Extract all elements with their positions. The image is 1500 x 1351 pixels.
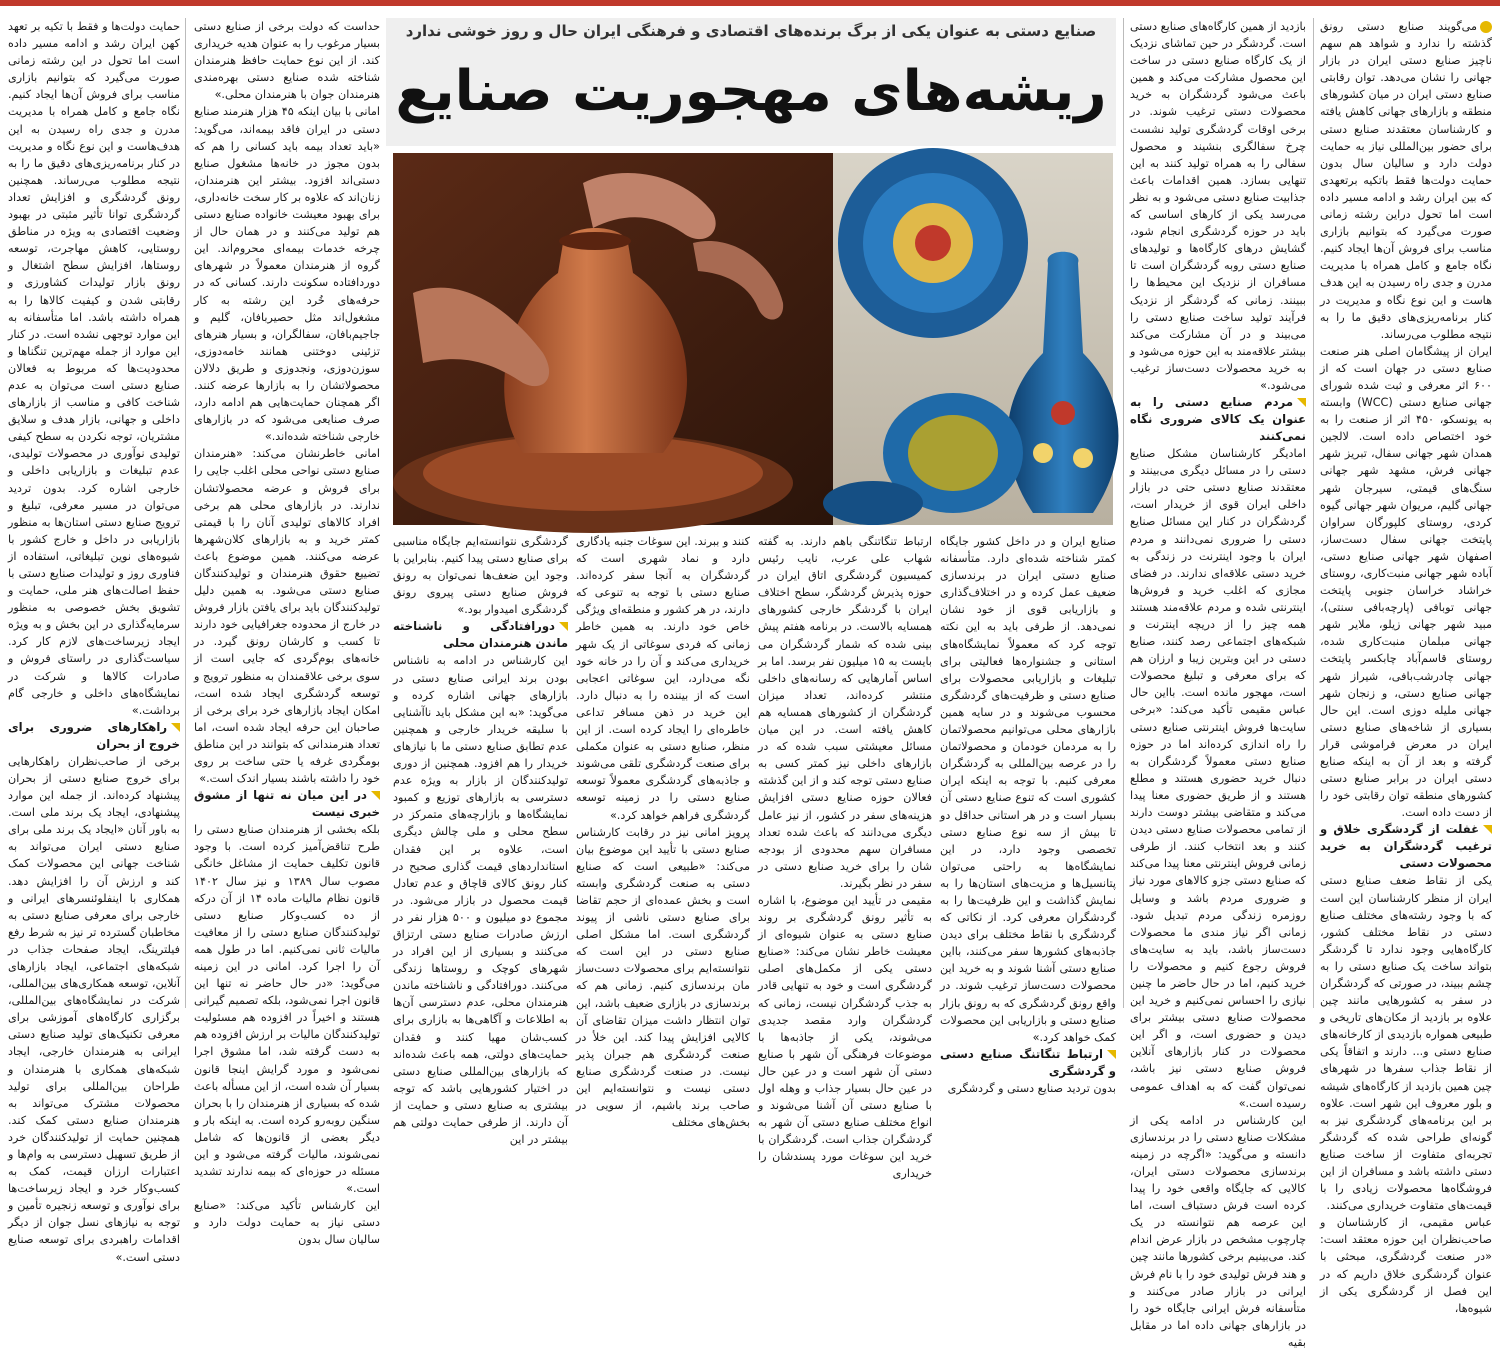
paragraph: صنایع ایران و در داخل کشور جایگاه کمتر شناخته شده‌ای دارد. متأسفانه صنایع دستی ایران در برندسازی ضعیف عمل کرده و در اختلاف‌گذاری و بازاریابی قوی از خود نشان نمی‌دهد. از طرفی باید به این نکته توجه کرد که معمولاً نمایشگاه‌های استانی و جشنواره‌ها فعالیتی برای تبلیغات و بازاریابی محصولات برای صنایع دستی و ظرفیت‌های گردشگری محسوب می‌شوند و در سایه همین بازارهای محلی می‌توانیم محصولاتمان را به مردمان خودمان و محصولاتمان را در عرصه بین‌المللی به گردشگران معرفی کنیم. با توجه به اینکه ایران کشوری است که تنوع صنایع دستی آن بسیار است و در هر استانی حداقل دو تا بیش از سه نوع صنایع دستی تخصصی وجود دارد، در این نمایشگاه‌ها به راحتی می‌توان پتانسیل‌ها و مزیت‌های استان‌ها را به نمایش گذاشت و این ظرفیت‌ها را به گردشگران معرفی کرد. از نکاتی که گردشگری با نقاط مختلف برای دیدن جاذبه‌های کشورها سفر می‌کنند، بااین صنایع دستی آشنا شوند و به خرید این محصولات دست‌ساز ترغیب شوند. در واقع رونق گردشگری که به رونق بازار صنایع دستی و بازاریابی این محصولات کمک خواهد کرد.»	[940, 535, 1116, 1044]
subheading: دورافتادگی و ناشناخته ماندن هنرمندان محلی	[393, 619, 568, 651]
article-photo	[393, 153, 1113, 525]
top-color-bar	[0, 0, 1500, 6]
paragraph: گردشگری نتوانسته‌ایم جایگاه مناسبی برای صنایع دستی پیدا کنیم. بنابراین با وجود این ضعف‌ها نمی‌توان به رونق فروش صنایع دستی پیروی رونق گردشگری امیدوار بود.»	[393, 535, 568, 617]
newspaper-logo-icon	[1480, 21, 1492, 33]
column-divider	[1313, 18, 1314, 1008]
paragraph: می‌گویند صنایع دستی رونق گذشته را ندارد و شواهد هم سهم ناچیز صنایع دستی ایران در بازار جهانی را نشان می‌دهد. توان رقابتی صنایع دستی ایران در میان کشورهای منطقه و بازارهای جهانی کاهش یافته و کارشناسان معتقدند صنایع دستی برای حضور بین‌المللی نیاز به حمایت دولت دارد و سالیان سال بدون حمایت دولت‌ها فقط باتکیه برتعهدی که بین ایران رشد و ادامه مسیر داده است اما تحول دراین رشته زمانی صورت می‌گیرد که بتوانیم بازاری مناسب برای فروش آن‌ها ایجاد کنیم. نگاه جامع و کامل همراه با مدیریت مدرن و جدی راه رسیدن به این هدف هاست و این نوع نگاه و مدیریت در کنار برنامه‌ریزی‌های دقیق ما را به نتیجه مطلوب می‌رساند.	[1320, 20, 1492, 341]
paragraph: حمایت دولت‌ها و فقط با تکیه بر تعهد کهن ایران رشد و ادامه مسیر داده است اما تحول در این رشته زمانی صورت می‌گیرد که بتوانیم بازاری مناسب برای فروش آن‌ها ایجاد کنیم. نگاه جامع و کامل همراه با مدیریت مدرن و جدی راه رسیدن به این هدف‌هاست و این نوع نگاه و مدیریت در کنار برنامه‌ریزی‌های دقیق ما را به نتیجه مطلوب می‌رساند. همچنین رونق گردشگری و افزایش تعداد گردشگری توانا تأثیر مثبتی در بهبود وضعیت اقتصادی به ویژه در مناطق روستایی، کاهش مهاجرت، توسعه روستاها، افزایش سطح اشتغال و رونق بازار تولیدات کشاورزی و رقابتی شدن و کیفیت کالاها را به همراه داشته باشد. اما متأسفانه به این موارد توجهی نشده است. در کنار این موارد از جمله مهم‌ترین تنگناها و محدودیت‌ها که مربوط به فعالان صنایع دستی است می‌توان به عدم شناخت کافی و مناسب از بازارهای داخلی و جهانی، بازار هدف و سلایق مشتریان، توجه نکردن به سطح کیفی تولیدی نوآوری در محصولات تولیدی، عدم تبلیغات و بازاریابی داخلی و خارجی اشاره کرد. بدون تردید می‌توان در مسیر معرفی، تبلیغ و ترویج صنایع دستی استان‌ها به منظور بازاریابی در داخل و خارج کشور با شیوه‌های نوین تبلیغاتی، استفاده از فناوری روز و تولیدات صنایع دستی با حفظ اصالت‌های هنر ملی، حمایت و تشویق بخش خصوصی به منظور سرمایه‌گذاری در این بخش و به ویژه ایجاد زیرساخت‌های لازم کار کرد. سیاست‌گذاری در راستای فروش و صادرات کالاها و شرکت در نمایشگاه‌های داخلی و خارجی گام برداشت.»	[8, 20, 180, 717]
paragraph: یکی از نقاط ضعف صنایع دستی ایران از منظر کارشناسان این است که با وجود رشته‌های مختلف صنایع دستی در نقاط مختلف کشور، کارگاه‌هایی وجود ندارد تا گردشگر بتواند ساخت یک صنایع دستی را به چشم ببیند، در صورتی که گردشگران در سفر به کشورهایی مانند چین علاوه بر بازدید از مکان‌های تاریخی و طبیعی همواره بازدیدی از کارخانه‌های صنایع دستی و... دارند و اتفاقاً یکی از نقاط جذاب سفرها در شهرهای چین همین بازدید از کارگاه‌های شیشه و بلور معروف این شهر است. علاوه بر این برنامه‌های گردشگری نیز به گونه‌ای طراحی شده که گردشگر تجربه‌ای متفاوت از ساخت صنایع دستی داشته باشد و مسافران از این فروشگاه‌ها محصولات زیادی را با قیمت‌های متفاوت خریداری می‌کنند.	[1320, 874, 1492, 1213]
paragraph: ایران از پیشگامان اصلی هنر صنعت صنایع دستی در جهان است که از ۶۰۰ اثر معرفی و ثبت شده شورای جهانی صنایع دستی (WCC) وابسته به یونسکو، ۴۵۰ اثر از صنعت را به خود اختصاص داده است. لالجین همدان شهر جهانی سفال، تبریز شهر جهانی فرش، مشهد شهر جهانی سنگ‌های قیمتی، سیرجان شهر جهانی گلیم، مریوان شهر جهانی گیوه کردی، روستای کلپورگان سراوان پایتخت جهانی سفال دست‌ساز، اصفهان شهر جهانی صنایع دستی، آباده شهر جهانی منبت‌کاری، روستای خراشاد خراسان جنوبی پایتخت جهانی توبافی (پارچه‌بافی سنتی)، مبید شهر جهانی زیلو، ملایر شهر جهانی مبلمان منبت‌کاری شده، روستای قاسم‌آباد چابکسر پایتخت جهانی چادرشب‌بافی، شیراز شهر جهانی صنایع دستی، و زنجان شهر جهانی ملیله دوزی است. این حال بسیاری از شاخه‌های صنایع دستی ایران در معرض فراموشی قرار گرفته و بعد از آن به اینکه صنایع دستی ایران در برابر صنایع دستی کشورهای منطقه توان رقابتی خود را از دست داده است.	[1320, 344, 1493, 820]
paragraph: این کارشناس تأکید می‌کند: «صنایع دستی نیاز به حمایت دولت دارد و سالیان سال بدون	[194, 1199, 380, 1247]
article-column-6	[393, 533, 568, 1147]
article-column-4	[758, 533, 932, 1181]
paragraph: برخی از صاحب‌نظران راهکارهایی برای خروج صنایع دستی از بحران پیشنهاد کرده‌اند. از جمله این موارد پیشنهادی، ایجاد یک برند ملی است. به باور آنان «ایجاد یک برند ملی برای صنایع دستی ایران می‌تواند به شناخت جهانی این محصولات کمک کند و ارزش آن را افزایش دهد. همکاری با اینفلوئنسرهای ایرانی و خارجی برای معرفی صنایع دستی به مخاطبان گسترده تر نیز به شرط رفع فیلترینگ، ایجاد صفحات جذاب در شبکه‌های اجتماعی، ایجاد بازارهای آنلاین، توسعه همکاری‌های بین‌المللی، شرکت در نمایشگاه‌های بین‌المللی، برگزاری کارگاه‌های آموزشی برای معرفی تکنیک‌های تولید صنایع دستی ایرانی به هنرمندان خارجی، ایجاد شبکه‌های همکاری با هنرمندان و طراحان بین‌المللی برای تولید محصولات مشترک می‌تواند به هنرمندان صنایع دستی کمک کند. همچنین حمایت از تولیدکنندگان خرد از طریق تسهیل دسترسی به وام‌ها و اعتبارات ارزان قیمت، کمک به کسب‌وکار خرد و ایجاد زیرساخت‌ها برای نوآوری و توسعه زنجیره تأمین و توجه به نیازهای نسل جوان از دیگر اقدامات راهبردی برای توسعه صنایع دستی است.»	[8, 754, 180, 1264]
subheading-marker-icon	[171, 723, 180, 732]
paragraph: امانی خاطرنشان می‌کند: «هنرمندان صنایع دستی نواحی محلی اغلب جایی را برای فروش و عرضه محصولاتشان ندارند. در بازارهای محلی هم برخی افراد کالاهای تولیدی آنان را با قیمتی کمتر خرید و به بازارهای کلان‌شهرها عرضه می‌کنند. همین موضوع باعث تضییع حقوق هنرمندان و تولیدکنندگان صنایع دستی می‌شود. به همین دلیل تولیدکنندگان باید برای یافتن بازار فروش در خارج از محدوده جغرافیایی خود دارند تا کسب و کارشان رونق گیرد. در خانه‌های بوم‌گردی که جایی است از سوی برخی علاقمندان به منظور ترویج و توسعه گردشگری ایجاد شده است، امکان ایجاد بازارهای خرد برای برخی از صاحبان این حرفه ایجاد شده است، اما تعداد هنرمندانی که بتوانند در این مناطق بومگردی غرفه یا حتی ساخت بر روی خود را داشته باشند بسیار اندک است.»	[194, 447, 380, 786]
paragraph: بلکه بخشی از هنرمندان صنایع دستی را طرح تناقض‌آمیز کرده است. با وجود قانون تکلیف حمایت از مشاغل خانگی مصوب سال ۱۳۸۹ و نیز سال ۱۴۰۲ قانون نظام مالیات ماده ۱۴ از آن درکه از ده کسب‌وکار صنایع دستی تولیدکنندگان صنایع دستی را از معافیت مالیات ثانی نمی‌کنیم. اما در طول همه آن را اجرا کرد. امانی در این زمینه می‌گوید: «در حال حاضر نه تنها این قانون اجرا نمی‌شود، بلکه تصمیم گیرانی هستند و اخیراً در افزوده هم مسئولیت تولیدکنندگان مالیات بر ارزش افزوده هم به دست گرفته شد، اما مشوق اجرا نمی‌شود و مورد گرایش اینجا قانون بسیار آن شده است، از این مسأله باعث شده که بسیاری از هنرمندان را با بحران سنگین روبه‌رو کرده است. به اینکه بار و دیگر بعضی از قانون‌ها که شامل نمی‌شوند، مالیات گرفته می‌شود و این مسئله در حوزه‌ای که بیمه ندارند تشدید است.»	[194, 823, 381, 1196]
paragraph: امادیگر کارشناسان مشکل صنایع دستی را در مسائل دیگری می‌بینند و معتقدند صنایع دستی حتی در بازار داخلی ایران قوی از خریدار است، گردشگران در کنار این مسائل صنایع دستی را ضروری نمی‌دانند و مردم ایران با وجود اینترنت در زندگی به خرید دستی علاقه‌ای ندارند. در فضای مجازی که اغلب خرید و فروش‌ها اینترنتی شده و مردم علاقه‌مند هستند همه چیز را از دریچه اینترنت و شبکه‌های اجتماعی رصد کنند، صنایع دستی در این وبترین زیبا و ارزان هم که برای معرفی و تبلیغ محصولات است، مهجور مانده است. بااین حال عباس مقیمی تأکید می‌کند: «برخی سایت‌ها فروش اینترنتی صنایع دستی را راه اندازی کرده‌اند اما در حوزه صنایع دستی معمولاً گردشگران به دنبال خرید حضوری هستند و مطلع هستند و از طریق حضوری معنا پیدا می‌کند و متقاضی بیشتر دوست دارند از تمامی محصولات صنایع دستی دیدن کنند و بعد انتخاب کنند. از طرفی زمانی فروش اینترنتی معنا پیدا می‌کند که صنایع دستی جزو کالاهای مورد نیاز و ضروری مردم باشد و وسایل روزمره زندگی مردم تبدیل شود. زمانی اگر نیاز مندی ما محصولات دست‌ساز باشد، باید به سایت‌های فروش رجوع کنیم و محصولات را خرید کنیم، اما در حال حاضر ما چنین نیازی را احساس نمی‌کنیم و خرید این محصولات صنایع دستی بیشتر برای دیدن و حضوری است، و اگر این محصولات در کنار بازارهای آنلاین فروش صنایع دستی نیز باشد، نمی‌توان گفت که به اهداف عمومی رسیده است.»	[1130, 447, 1306, 1110]
article-column-2	[1130, 18, 1306, 1349]
paragraph: امانی با بیان اینکه ۴۵ هزار هنرمند صنایع دستی در ایران فاقد بیمه‌اند، می‌گوید: «باید تعداد بیمه باید کسانی را هم که بدون مجوز در خانه‌ها مشغول صنایع دستی‌اند افزود. بیشتر این هنرمندان، زنان‌اند که علاوه بر کار سخت خانه‌داری، برای بهبود معیشت خانواده صنایع دستی هم تولید می‌کنند و در همان حال از چرخه خدمات بیمه‌ای محروم‌اند. این گروه از هنرمندان معمولاً در شهرهای دوردافتاده سکونت دارند. کسانی که در حرفه‌های خُرد این رشته به کار مشغول‌اند مثل حصیربافان، گلیم و جاجیم‌بافان، سفالگران، و بسیار هنرهای تزئینی دوختنی همانند خامه‌دوزی، سوزن‌دوزی، ونجدوزی و طریق دلالان محصولاتشان را به بازارها عرضه کنند. اگر همچنان حمایت‌هایی هم ادامه دارد، صرف صنایعی می‌شود که در بازارهای خارجی شناخته شده‌اند.»	[194, 105, 380, 444]
subheading-marker-icon	[1107, 1050, 1116, 1059]
subheading: ارتباط تنگاتنگ صنایع دستی و گردشگری	[940, 1046, 1116, 1078]
subheading-marker-icon	[371, 791, 380, 800]
paragraph: حداست که دولت برخی از صنایع دستی بسیار مرغوب را به عنوان هدیه خریداری کند. از این نوع حمایت حافظ هنرمندان شناخته شده صنایع دستی بهره‌مندی هنرمندان جوان با هنرمندان محلی.»	[194, 20, 380, 102]
article-column-5	[576, 533, 750, 1130]
paragraph: بازدید از همین کارگاه‌های صنایع دستی است. گردشگر در حین تماشای نزدیک از یک کارگاه صنایع دستی در ساخت این محصول مشارکت می‌کند و همین باعث می‌شود گردشگران به خرید محصولات دستی ترغیب شوند. در برخی اوقات گردشگری تولید نشست چرخ سفالگری بنشیند و محصول سفالی را به همراه تولید کنند به این تنهایی بسازد. همین اقدامات باعث جذابیت صنایع دستی می‌شود و به نظر می‌رسد یکی از کارهای اساسی که باید در حوزه گردشگری انجام شود، گشایش درهای کارگاه‌ها و تولیدهای صنایع دستی روبه گردشگران است تا مسافران از نزدیک این محیط‌ها را ببینند. زمانی که گردشگر از نزدیک فرآیند تولید ساخت صنایع دستی را می‌بیند و در آن مشارکت می‌کند بیشتر علاقه‌مند به این حوزه می‌شود و به خرید محصولات دست‌ساز ترغیب می‌شود.»	[1130, 20, 1306, 392]
subheading-marker-icon	[1483, 825, 1492, 834]
kicker: صنایع دستی به عنوان یکی از برگ برنده‌های اقتصادی و فرهنگی ایران حال و روز خوشی ندارد	[405, 22, 1097, 40]
headline: ریشه‌های مهجوریت صنایع	[395, 59, 1107, 124]
subheading-marker-icon	[559, 622, 568, 631]
column-divider	[185, 18, 186, 1008]
article-column-3	[940, 533, 1116, 1095]
subheading: در این میان نه تنها از مشوق خبری نیست	[194, 788, 380, 820]
paragraph: عباس مقیمی، از کارشناسان و صاحب‌نظران این حوزه معتقد است: «در صنعت گردشگری، مبحثی با عنوان گردشگری خلاق داریم که در این فصل از گردشگری یکی از شیوه‌ها،	[1320, 1216, 1492, 1315]
pottery-wheel-image	[393, 153, 833, 533]
article-column-8	[8, 18, 180, 1264]
column-divider	[1123, 18, 1124, 1008]
headline-box	[386, 18, 1116, 146]
enamel-vases-image	[823, 148, 1118, 525]
paragraph: بدون تردید صنایع دستی و گردشگری	[947, 1081, 1116, 1095]
subheading: مردم صنایع دستی را به عنوان یک کالای ضروری نگاه نمی‌کنند	[1130, 395, 1306, 444]
subheading: غفلت از گردشگری خلاق و ترغیب گردشگران به خرید محصولات دستی	[1320, 822, 1492, 871]
paragraph: کنند و ببرند. این سوغات جنبه یادگاری دارد و نماد شهری است که گردشگران به آنجا سفر کرده‌اند. صنایع دستی با توجه به تنوعی که دارند، در هر کشور و منطقه‌ای ویژگی خاص خود دارند. به همین خاطر زمانی که فردی سوغاتی از یک شهر خریداری می‌کند و آن را در خانه خود نگه می‌دارد، این سوغاتی اعجابی است که از بیننده را به دنبال دارد. این خرید در ذهن مسافر تداعی خاطره‌ای را ایجاد کرده است. از این منظر، صنایع دستی به عنوان مکملی برای صنعت گردشگری تلقی می‌شوند و جاذبه‌های گردشگری معمولاً توسعه صنایع دستی را در زمینه توسعه گردشگری فراهم خواهد کرد.»	[576, 535, 750, 822]
paragraph: مقیمی در تأیید این موضوع، با اشاره به تأثیر رونق گردشگری بر روند صنایع دستی به عنوان شیوه‌ای از معیشت خاطر نشان می‌کند: «صنایع دستی یکی از مکمل‌های اصلی گردشگری است و خود به تنهایی قادر به جذب گردشگران نیست، زمانی که گردشگران وارد مقصد جدیدی می‌شوند، یکی از جاذبه‌ها با موضوعات فرهنگی آن شهر با صنایع دستی آن شهر است و در عین حال در عین حال بسیار جذاب و وهله اول با صنایع دستی آن آشنا می‌شوند و انواع مختلف صنایع دستی آن شهر به گردشگران جذاب است. گردشگران با خرید این سوغات مورد پسندشان را خریداری	[758, 893, 932, 1181]
paragraph: این کارشناس در ادامه به ناشناس بودن برند ایرانی صنایع دستی در بازارهای جهانی اشاره کرده و می‌گوید: «به این مشکل باید ناآشنایی با سلیقه خریدار خارجی و همچنین عدم تطابق صنایع دستی ما با نیازهای خریدار را هم افزود. همچنین از دوری تولیدکنندگان از بازار به ویژه عدم دسترسی به بازارهای توزیع و کمبود نمایشگاه‌ها و بازارچه‌های متمرکز در سطح محلی و ملی چالش دیگری است، علاوه بر این فقدان استانداردهای قیمت گذاری صحیح در کنار رونق کالای قاچاق و عدم تعادل قیمت محصول در بازار می‌شود. در مجموع دو میلیون و ۵۰۰ هزار نفر در ارزش صادرات صنایع دستی ارتزاق می‌کنند و بسیاری از این افراد در شهرهای کوچک و روستاها زندگی می‌کنند. دورافتادگی و ناشناخته ماندن هنرمندان محلی، عدم دسترسی آن‌ها به اطلاعات و آگاهی‌ها به بازاری برای کسب‌شان مهیا کنند و فقدان حمایت‌های دولتی، همه باعث شده‌اند که بازارهای بین‌المللی صنایع دستی در اختیار کشورهایی باشد که توجه بیشتری به صنایع دستی و حمایت از آن دارند. از طرفی حمایت دولتی هم بیشتر در این	[393, 654, 568, 1147]
subheading-marker-icon	[1297, 398, 1306, 407]
subheading: راهکارهای ضروری برای خروج از بحران	[8, 719, 180, 751]
article-column-1	[1320, 18, 1493, 1315]
paragraph: پرویز امانی نیز در رقابت کارشناس صنایع دستی با تأیید این موضوع بیان می‌کند: «طبیعی است که صنایع دستی به صنعت گردشگری وابسته است و بخش عمده‌ای از حجم تقاضا برای صنایع دستی ناشی از پیوند گردشگری است. اما مشکل اصلی صنایع دستی در این است که نتوانسته‌ایم برای محصولات دست‌ساز مان برندسازی کنیم. زمانی هم که برندسازی در بازاری ضعیف باشد، این توان انتظار داشت میزان تقاضای آن کالایی افزایش پیدا کند. این خلأ در صنعت گردشگری هم جبران پذیر نیست. در صنعت گردشگری صنایع دستی نیست و نتوانسته‌ایم این صاحب برند باشیم، از سویی در بخش‌های مختلف	[576, 825, 750, 1130]
article-column-7	[194, 18, 381, 1247]
paragraph: ارتباط تنگاتنگی باهم دارند. به گفته شهاب علی عرب، نایب رئیس کمیسیون گردشگری اتاق ایران در حوزه پذیرش گردشگر، سطح اختلاف ایران با گردشگر خارجی کشورهای همسایه بالاست. در برنامه هفتم پیش بینی شده که شمار گردشگران می بایست به ۱۵ میلیون نفر برسد. اما بر اساس آمارهایی که رسانه‌های داخلی منتشر کرده‌اند، تعداد میزان گردشگران از کشورهای همسایه هم کاهش یافته است. در این میان مسائل معیشتی سبب شده که در بازارهای داخلی نیز کمتر کسی به صنایع دستی توجه کند و از این گذشته فعالان حوزه صنایع دستی افزایش هزینه‌های سفر در کشور، از نیز عامل دیگری می‌دانند که باعث شده تعداد مسافران سهم محدودی از بودجه شان را برای خرید صنایع دستی در سفر در نظر بگیرند.	[758, 535, 932, 890]
paragraph: این کارشناس در ادامه یکی از مشکلات صنایع دستی را در برندسازی دانسته و می‌گوید: «اگرچه در زمینه برندسازی محصولات دستی ایران، کالایی که جایگاه واقعی خود را پیدا کرده است فرش دستباف است، اما این عرصه هم نتوانسته در یک چارچوب مشخص در بازار عرض اندام کند. می‌بینیم برخی کشورها مانند چین و هند فرش تولیدی خود را با نام فرش ایرانی در بازار صادر می‌کنند و متأسفانه فرش ایرانی جایگاه خود را در بازارهای جهانی داده اما در مقابل بقیه	[1130, 1113, 1306, 1349]
